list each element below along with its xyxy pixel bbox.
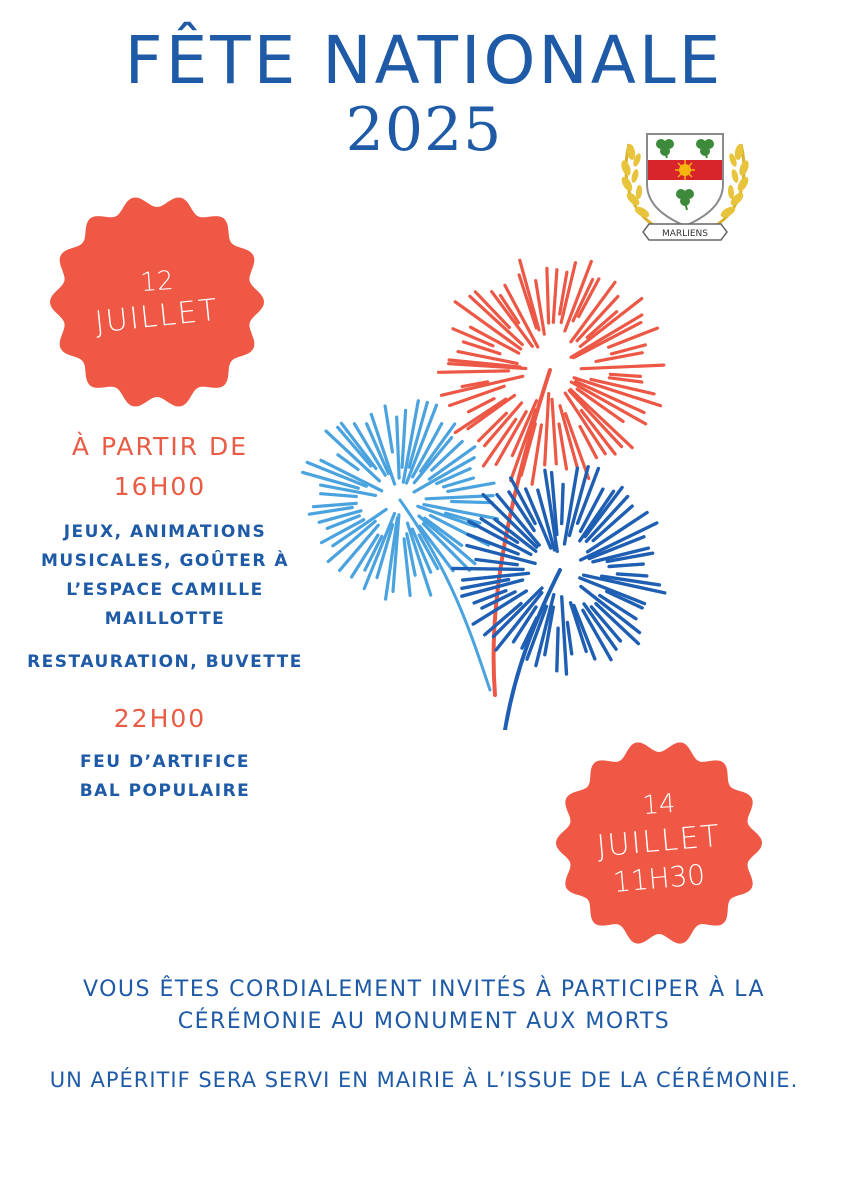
aperitif-text: UN APÉRITIF SERA SERVI EN MAIRIE À L’ISSUE DE LA CÉRÉMONIE. (49, 1068, 799, 1092)
badge-month: JUILLET (93, 292, 221, 341)
evening-time: 22H00 (113, 704, 207, 733)
page-title-year: 2025 (345, 95, 503, 165)
coat-of-arms-icon (615, 118, 755, 253)
fireworks-illustration (290, 250, 710, 730)
invitation-text: VOUS ÊTES CORDIALEMENT INVITÉS À PARTICIPER À LA CÉRÉMONIE AU MONUMENT AUX MORTS (82, 977, 766, 1034)
start-label: À PARTIR DE (71, 432, 249, 461)
page-title: FÊTE NATIONALE (124, 22, 724, 99)
crest-banner-text: MARLIENS (662, 229, 708, 239)
evening-events: FEU D’ARTIFICE BAL POPULAIRE (79, 752, 251, 801)
date-badge-july-12 (50, 195, 264, 409)
badge-month: JUILLET (595, 818, 723, 865)
activities-text: JEUX, ANIMATIONS MUSICALES, GOÛTER À L’ESPACE CAMILLE MAILLOTTE (40, 522, 290, 629)
badge-day: 12 (139, 265, 175, 299)
start-time: 16H00 (113, 472, 207, 501)
badge-time: 11H30 (611, 858, 707, 899)
badge-day: 14 (641, 788, 677, 822)
food-text: RESTAURATION, BUVETTE (27, 652, 303, 672)
date-badge-july-14 (556, 740, 762, 946)
